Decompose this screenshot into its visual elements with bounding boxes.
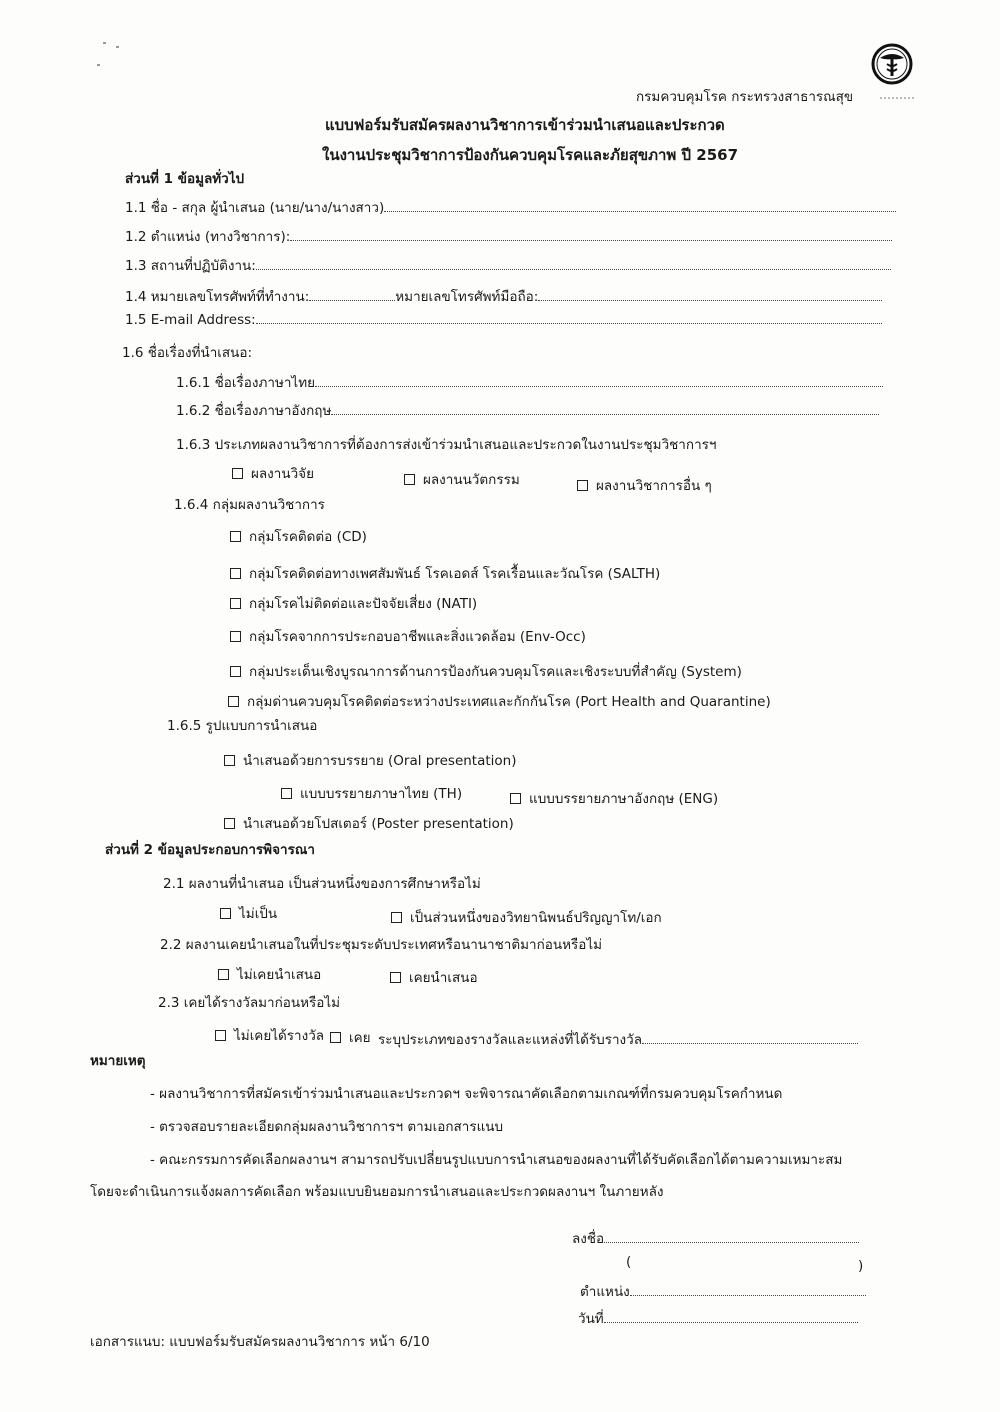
- checkbox-box: [224, 755, 235, 766]
- signature-field[interactable]: [572, 1227, 859, 1249]
- q22-label: 2.2 ผลงานเคยนำเสนอในที่ประชุมระดับประเทศหรือนานาชาติมาก่อนหรือไม่: [160, 937, 603, 953]
- checkbox-box: [215, 1030, 226, 1041]
- award-detail-label: ระบุประเภทของรางวัลและแหล่งที่ได้รับรางวัล: [378, 1032, 643, 1048]
- group-cd-checkbox[interactable]: [230, 525, 367, 547]
- oral-presentation-checkbox[interactable]: [224, 749, 517, 771]
- group-system-checkbox[interactable]: [230, 660, 742, 682]
- checkbox-box: [220, 908, 231, 919]
- q23-label: 2.3 เคยได้รางวัลมาก่อนหรือไม่: [158, 995, 341, 1011]
- mobile-phone-line: [538, 299, 882, 301]
- email-label: 1.5 E-mail Address:: [125, 312, 256, 328]
- checkbox-box: [230, 531, 241, 542]
- topic-label: 1.6 ชื่อเรื่องที่นำเสนอ:: [122, 345, 253, 361]
- workplace-field[interactable]: [125, 254, 891, 276]
- work-type-other-checkbox[interactable]: [577, 474, 712, 496]
- checkbox-box: [281, 788, 292, 799]
- date-line: [604, 1321, 858, 1323]
- footer-text: เอกสารแนบ: แบบฟอร์มรับสมัครผลงานวิชาการ หน้า 6/10: [90, 1334, 430, 1350]
- oral-thai-checkbox[interactable]: [281, 782, 462, 804]
- form-title-line-1: แบบฟอร์มรับสมัครผลงานวิชาการเข้าร่วมนำเสนอและประกวด: [325, 116, 725, 134]
- note-3-continued: โดยจะดำเนินการแจ้งผลการคัดเลือก พร้อมแบบยินยอมการนำเสนอและประกวดผลงานฯ ในภายหลัง: [90, 1184, 664, 1200]
- q21-no-checkbox[interactable]: [220, 902, 277, 924]
- option-label: ไม่เคยได้รางวัล: [234, 1028, 325, 1044]
- checkbox-box: [330, 1032, 341, 1043]
- presentation-format-label: 1.6.5 รูปแบบการนำเสนอ: [167, 718, 318, 734]
- checkbox-box: [510, 793, 521, 804]
- group-nati-checkbox[interactable]: [230, 592, 477, 614]
- thai-title-line: [315, 385, 883, 387]
- option-label: กลุ่มประเด็นเชิงบูรณาการด้านการป้องกันควบคุมโรคและเชิงระบบที่สำคัญ (System): [249, 664, 742, 680]
- english-title-label: 1.6.2 ชื่อเรื่องภาษาอังกฤษ: [176, 403, 332, 419]
- group-port-health-checkbox[interactable]: [228, 690, 771, 712]
- english-title-field[interactable]: [176, 399, 879, 421]
- checkbox-box: [391, 912, 402, 923]
- checkbox-box: [224, 818, 235, 829]
- scan-speck: [103, 42, 106, 44]
- work-type-innovation-checkbox[interactable]: [404, 468, 520, 490]
- phone-field[interactable]: [125, 285, 882, 307]
- thai-title-label: 1.6.1 ชื่อเรื่องภาษาไทย: [176, 375, 316, 391]
- date-label: วันที่: [578, 1311, 604, 1327]
- name-paren-open: (: [626, 1254, 632, 1270]
- note-2: - ตรวจสอบรายละเอียดกลุ่มผลงานวิชาการฯ ตามเอกสารแนบ: [150, 1119, 504, 1135]
- option-label: ผลงานนวัตกรรม: [423, 472, 520, 488]
- work-type-research-checkbox[interactable]: [232, 462, 314, 484]
- q23-never-checkbox[interactable]: [215, 1024, 324, 1046]
- scan-speck: [116, 46, 119, 48]
- note-1: - ผลงานวิชาการที่สมัครเข้าร่วมนำเสนอและประกวดฯ จะพิจารณาคัดเลือกตามเกณฑ์ที่กรมควบคุมโรคกำหนด: [150, 1086, 783, 1102]
- position-label: 1.2 ตำแหน่ง (ทางวิชาการ):: [125, 229, 291, 245]
- q23-yes-checkbox[interactable]: [330, 1026, 371, 1048]
- scan-speck: [97, 64, 100, 66]
- notes-heading: หมายเหตุ: [90, 1053, 146, 1069]
- checkbox-box: [404, 474, 415, 485]
- form-title-line-2: ในงานประชุมวิชาการป้องกันควบคุมโรคและภัยสุขภาพ ปี 2567: [322, 146, 739, 164]
- signer-position-label: ตำแหน่ง: [580, 1284, 630, 1300]
- q21-label: 2.1 ผลงานที่นำเสนอ เป็นส่วนหนึ่งของการศึกษาหรือไม่: [163, 876, 481, 892]
- oral-english-checkbox[interactable]: [510, 787, 718, 809]
- option-label: กลุ่มด่านควบคุมโรคติดต่อระหว่างประเทศและกักกันโรค (Port Health and Quarantine): [247, 694, 771, 710]
- workplace-label: 1.3 สถานที่ปฏิบัติงาน:: [125, 258, 256, 274]
- option-label: ผลงานวิจัย: [251, 466, 314, 482]
- option-label: กลุ่มโรคจากการประกอบอาชีพและสิ่งแวดล้อม (Env-Occ): [249, 629, 586, 645]
- email-field[interactable]: [125, 312, 882, 328]
- work-group-label: 1.6.4 กลุ่มผลงานวิชาการ: [174, 497, 325, 513]
- option-label: เคย: [349, 1030, 371, 1046]
- office-phone-line: [309, 299, 395, 301]
- q22-never-checkbox[interactable]: [218, 963, 321, 985]
- signer-position-field[interactable]: [580, 1280, 866, 1302]
- mobile-phone-label: หมายเลขโทรศัพท์มือถือ:: [395, 289, 539, 305]
- option-label: นำเสนอด้วยการบรรยาย (Oral presentation): [243, 753, 517, 769]
- poster-presentation-checkbox[interactable]: [224, 812, 514, 834]
- checkbox-box: [577, 480, 588, 491]
- english-title-line: [331, 413, 879, 415]
- signer-position-line: [630, 1294, 866, 1296]
- name-field[interactable]: [125, 196, 896, 218]
- signature-line: [604, 1241, 859, 1243]
- workplace-line: [256, 268, 891, 270]
- q22-presented-checkbox[interactable]: [390, 966, 478, 988]
- position-field[interactable]: [125, 225, 892, 247]
- section-1-heading: ส่วนที่ 1 ข้อมูลทั่วไป: [125, 171, 245, 187]
- organization-name: กรมควบคุมโรค กระทรวงสาธารณสุข: [636, 89, 854, 105]
- checkbox-box: [230, 568, 241, 579]
- checkbox-box: [228, 696, 239, 707]
- option-label: เคยนำเสนอ: [409, 970, 478, 986]
- name-line: [384, 210, 896, 212]
- option-label: แบบบรรยายภาษาไทย (TH): [300, 786, 463, 802]
- checkbox-box: [232, 468, 243, 479]
- option-label: แบบบรรยายภาษาอังกฤษ (ENG): [529, 791, 719, 807]
- award-detail-line: [642, 1042, 858, 1044]
- checkbox-box: [230, 598, 241, 609]
- option-label: กลุ่มโรคไม่ติดต่อและปัจจัยเสี่ยง (NATI): [249, 596, 478, 612]
- checkbox-box: [390, 972, 401, 983]
- date-field[interactable]: [578, 1307, 858, 1329]
- option-label: นำเสนอด้วยโปสเตอร์ (Poster presentation): [243, 816, 514, 832]
- group-salth-checkbox[interactable]: [230, 562, 660, 584]
- work-type-label: 1.6.3 ประเภทผลงานวิชาการที่ต้องการส่งเข้าร่วมนำเสนอและประกวดในงานประชุมวิชาการฯ: [176, 437, 717, 453]
- name-label: 1.1 ชื่อ - สกุล ผู้นำเสนอ (นาย/นาง/นางสาว): [125, 200, 385, 216]
- option-label: ผลงานวิชาการอื่น ๆ: [596, 478, 712, 494]
- option-label: เป็นส่วนหนึ่งของวิทยานิพนธ์ปริญญาโท/เอก: [410, 910, 662, 926]
- checkbox-box: [230, 666, 241, 677]
- section-2-heading: ส่วนที่ 2 ข้อมูลประกอบการพิจารณา: [105, 842, 315, 858]
- position-line: [290, 239, 892, 241]
- option-label: กลุ่มโรคติดต่อ (CD): [249, 529, 367, 545]
- option-label: กลุ่มโรคติดต่อทางเพศสัมพันธ์ โรคเอดส์ โรคเรื้อนและวัณโรค (SALTH): [249, 566, 661, 582]
- name-paren-close: ): [858, 1258, 864, 1274]
- email-line: [256, 322, 882, 324]
- note-3: - คณะกรรมการคัดเลือกผลงานฯ สามารถปรับเปลี่ยนรูปแบบการนำเสนอของผลงานที่ได้รับคัดเลือกได้ตามความเหมาะสม: [150, 1152, 843, 1168]
- thai-title-field[interactable]: [176, 371, 883, 393]
- department-logo-icon: [870, 42, 918, 102]
- checkbox-box: [218, 969, 229, 980]
- award-detail-field[interactable]: [378, 1028, 858, 1050]
- office-phone-label: 1.4 หมายเลขโทรศัพท์ที่ทำงาน:: [125, 289, 310, 305]
- group-env-occ-checkbox[interactable]: [230, 625, 586, 647]
- option-label: ไม่เคยนำเสนอ: [237, 967, 322, 983]
- checkbox-box: [230, 631, 241, 642]
- q21-thesis-checkbox[interactable]: [391, 906, 662, 928]
- signature-label: ลงชื่อ: [572, 1231, 605, 1247]
- option-label: ไม่เป็น: [239, 906, 278, 922]
